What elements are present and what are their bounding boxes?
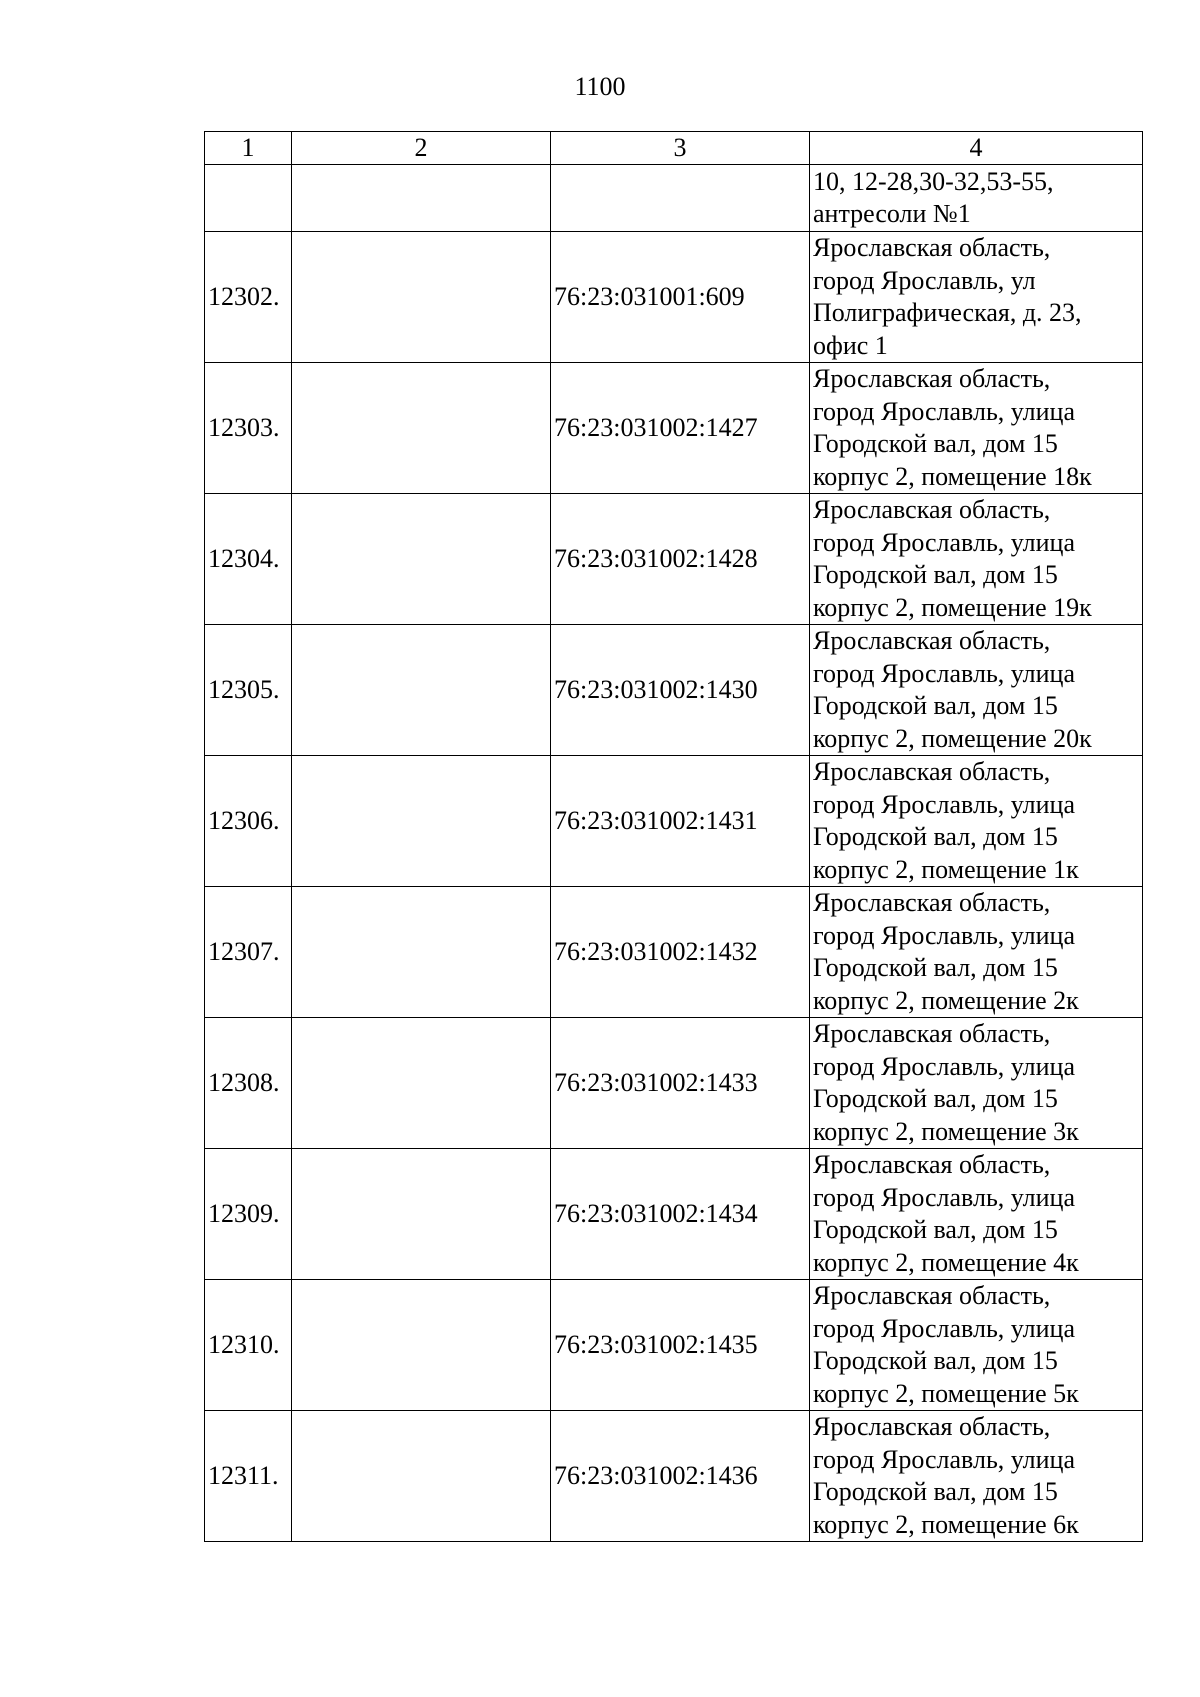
table-header-row: [205, 132, 1143, 165]
table-row: [205, 494, 1143, 625]
continuation-row: [205, 165, 1143, 232]
row-col2: [292, 232, 551, 363]
cadastral-number: 76:23:031002:1435: [551, 1280, 810, 1411]
row-col2: [292, 1149, 551, 1280]
row-col2: [292, 165, 551, 232]
cadastral-number: [551, 165, 810, 232]
row-number: [205, 165, 292, 232]
address: Ярославская область, город Ярославль, улица Городской вал, дом 15 корпус 2, помещение 20к: [810, 625, 1143, 756]
cadastral-number: 76:23:031001:609: [551, 232, 810, 363]
address: Ярославская область, город Ярославль, ул Полиграфическая, д. 23, офис 1: [810, 232, 1143, 363]
row-col2: [292, 1280, 551, 1411]
row-number: 12302.: [205, 232, 292, 363]
table-row: [205, 232, 1143, 363]
table-row: [205, 625, 1143, 756]
address: Ярославская область, город Ярославль, улица Городской вал, дом 15 корпус 2, помещение 18к: [810, 363, 1143, 494]
address: Ярославская область, город Ярославль, улица Городской вал, дом 15 корпус 2, помещение 1к: [810, 756, 1143, 887]
row-number: 12307.: [205, 887, 292, 1018]
table-row: [205, 1018, 1143, 1149]
cadastral-number: 76:23:031002:1432: [551, 887, 810, 1018]
address: Ярославская область, город Ярославль, улица Городской вал, дом 15 корпус 2, помещение 3к: [810, 1018, 1143, 1149]
cadastral-number: 76:23:031002:1427: [551, 363, 810, 494]
row-number: 12305.: [205, 625, 292, 756]
row-number: 12311.: [205, 1411, 292, 1542]
table-row: [205, 363, 1143, 494]
row-number: 12303.: [205, 363, 292, 494]
row-col2: [292, 1411, 551, 1542]
table-row: [205, 1149, 1143, 1280]
row-col2: [292, 1018, 551, 1149]
address: Ярославская область, город Ярославль, улица Городской вал, дом 15 корпус 2, помещение 4к: [810, 1149, 1143, 1280]
table-row: [205, 1411, 1143, 1542]
row-number: 12309.: [205, 1149, 292, 1280]
page-number: 1100: [574, 72, 626, 101]
column-header-3: 3: [551, 132, 810, 165]
row-col2: [292, 756, 551, 887]
row-col2: [292, 494, 551, 625]
cadastral-number: 76:23:031002:1430: [551, 625, 810, 756]
row-number: 12310.: [205, 1280, 292, 1411]
cadastral-number: 76:23:031002:1436: [551, 1411, 810, 1542]
table-row: [205, 1280, 1143, 1411]
row-number: 12306.: [205, 756, 292, 887]
row-col2: [292, 887, 551, 1018]
registry-table: [204, 131, 1143, 1542]
address: 10, 12-28,30-32,53-55, антресоли №1: [810, 165, 1143, 232]
row-col2: [292, 363, 551, 494]
address: Ярославская область, город Ярославль, улица Городской вал, дом 15 корпус 2, помещение 19к: [810, 494, 1143, 625]
column-header-2: 2: [292, 132, 551, 165]
table-row: [205, 756, 1143, 887]
address: Ярославская область, город Ярославль, улица Городской вал, дом 15 корпус 2, помещение 6к: [810, 1411, 1143, 1542]
cadastral-number: 76:23:031002:1433: [551, 1018, 810, 1149]
address: Ярославская область, город Ярославль, улица Городской вал, дом 15 корпус 2, помещение 2к: [810, 887, 1143, 1018]
row-col2: [292, 625, 551, 756]
table-row: [205, 887, 1143, 1018]
row-number: 12304.: [205, 494, 292, 625]
cadastral-number: 76:23:031002:1428: [551, 494, 810, 625]
row-number: 12308.: [205, 1018, 292, 1149]
column-header-1: 1: [205, 132, 292, 165]
cadastral-number: 76:23:031002:1431: [551, 756, 810, 887]
address: Ярославская область, город Ярославль, улица Городской вал, дом 15 корпус 2, помещение 5к: [810, 1280, 1143, 1411]
column-header-4: 4: [810, 132, 1143, 165]
cadastral-number: 76:23:031002:1434: [551, 1149, 810, 1280]
